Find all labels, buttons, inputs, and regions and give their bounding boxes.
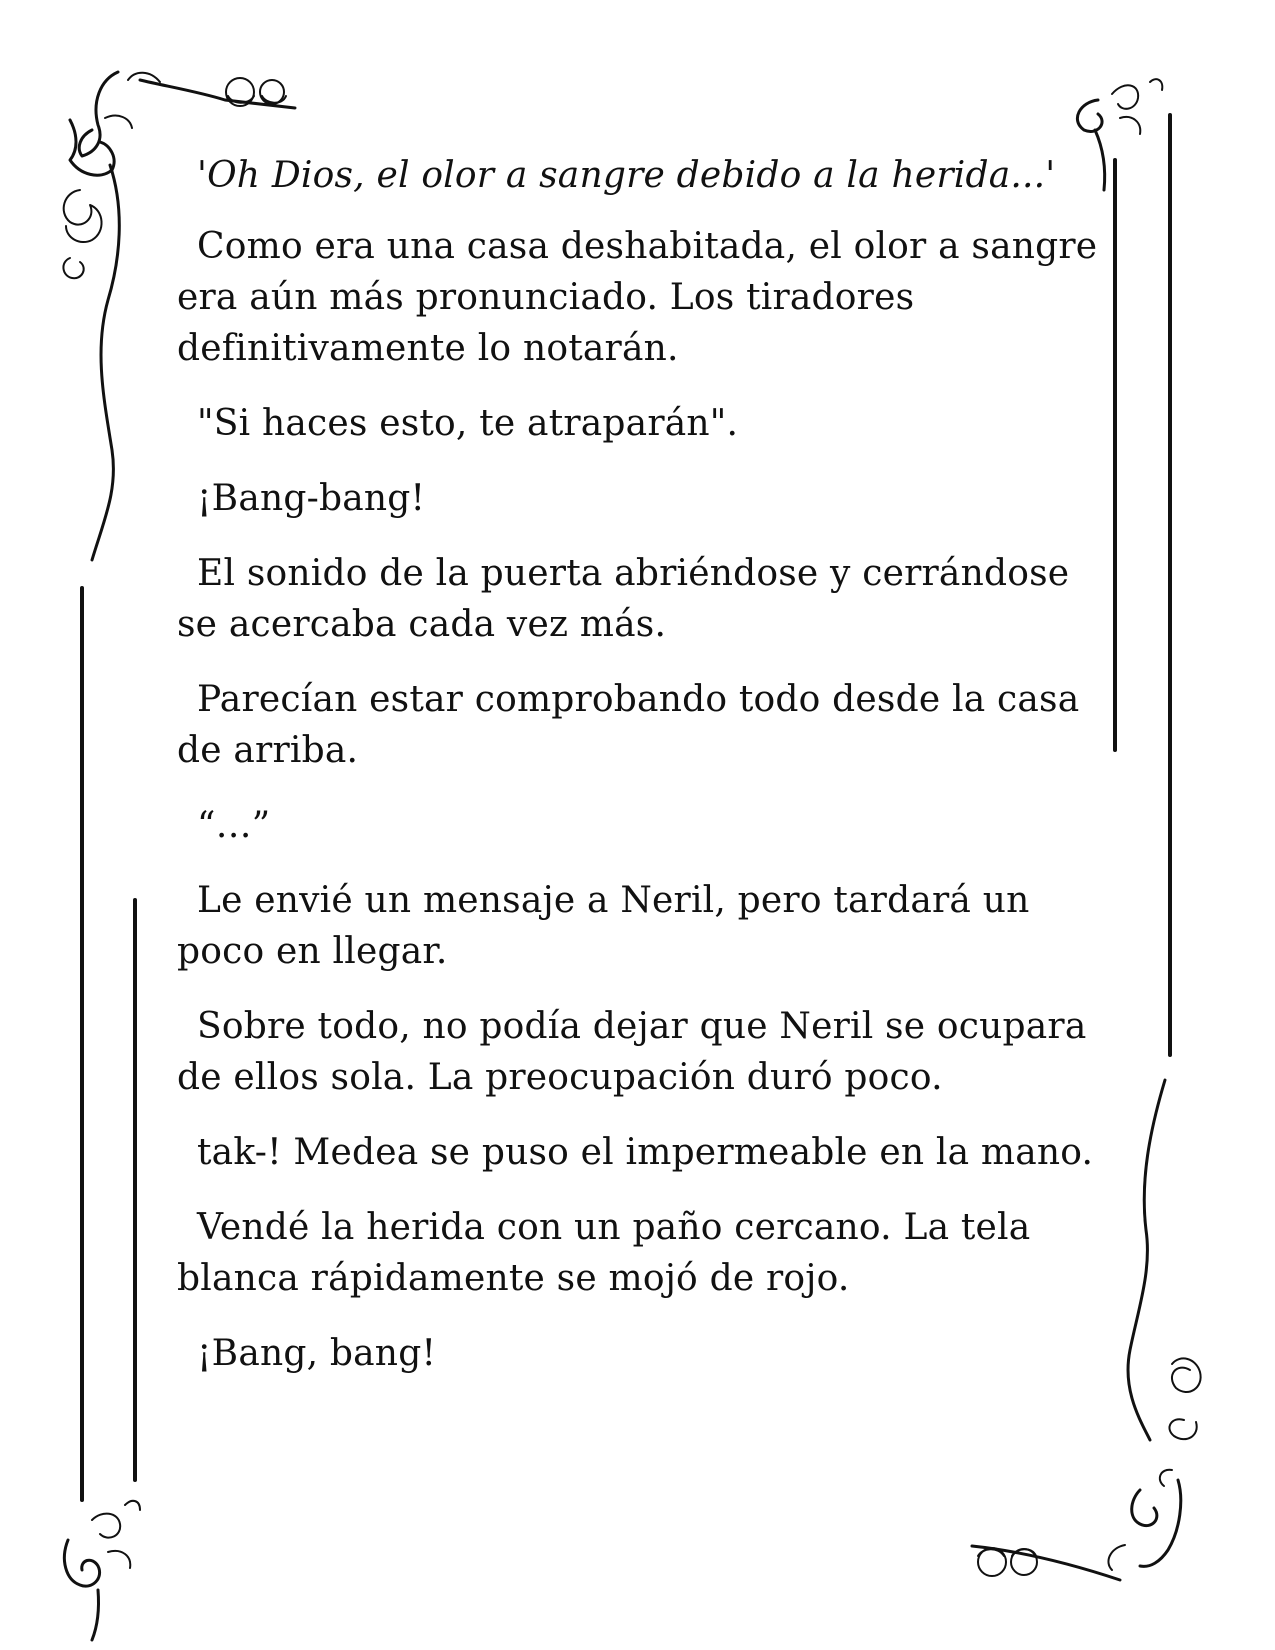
paragraph-2: Como era una casa deshabitada, el olor a sangre era aún más pronunciado. Los tiradores definitivamente lo notarán. <box>177 226 1098 369</box>
paragraph-7: “…” <box>197 805 271 846</box>
paragraph-12: ¡Bang, bang! <box>197 1333 437 1374</box>
paragraph-4: ¡Bang-bang! <box>197 478 426 519</box>
paragraph-9: Sobre todo, no podía dejar que Neril se ocupara de ellos sola. La preocupación duró poco. <box>177 1006 1087 1098</box>
paragraph-10: tak-! Medea se puso el impermeable en la mano. <box>197 1132 1094 1173</box>
paragraph-1: 'Oh Dios, el olor a sangre debido a la herida...' <box>197 155 1056 196</box>
paragraph-11: Vendé la herida con un paño cercano. La tela blanca rápidamente se mojó de rojo. <box>177 1207 1031 1299</box>
paragraph-5: El sonido de la puerta abriéndose y cerrándose se acercaba cada vez más. <box>177 553 1070 645</box>
bottom-left-flourish-icon <box>64 1501 140 1640</box>
paragraph-8: Le envié un mensaje a Neril, pero tardará un poco en llegar. <box>177 880 1030 972</box>
paragraph-6: Parecían estar comprobando todo desde la casa de arriba. <box>177 679 1080 771</box>
page-text <box>177 150 1102 1403</box>
paragraph-3: "Si haces esto, te atraparán". <box>197 403 739 444</box>
